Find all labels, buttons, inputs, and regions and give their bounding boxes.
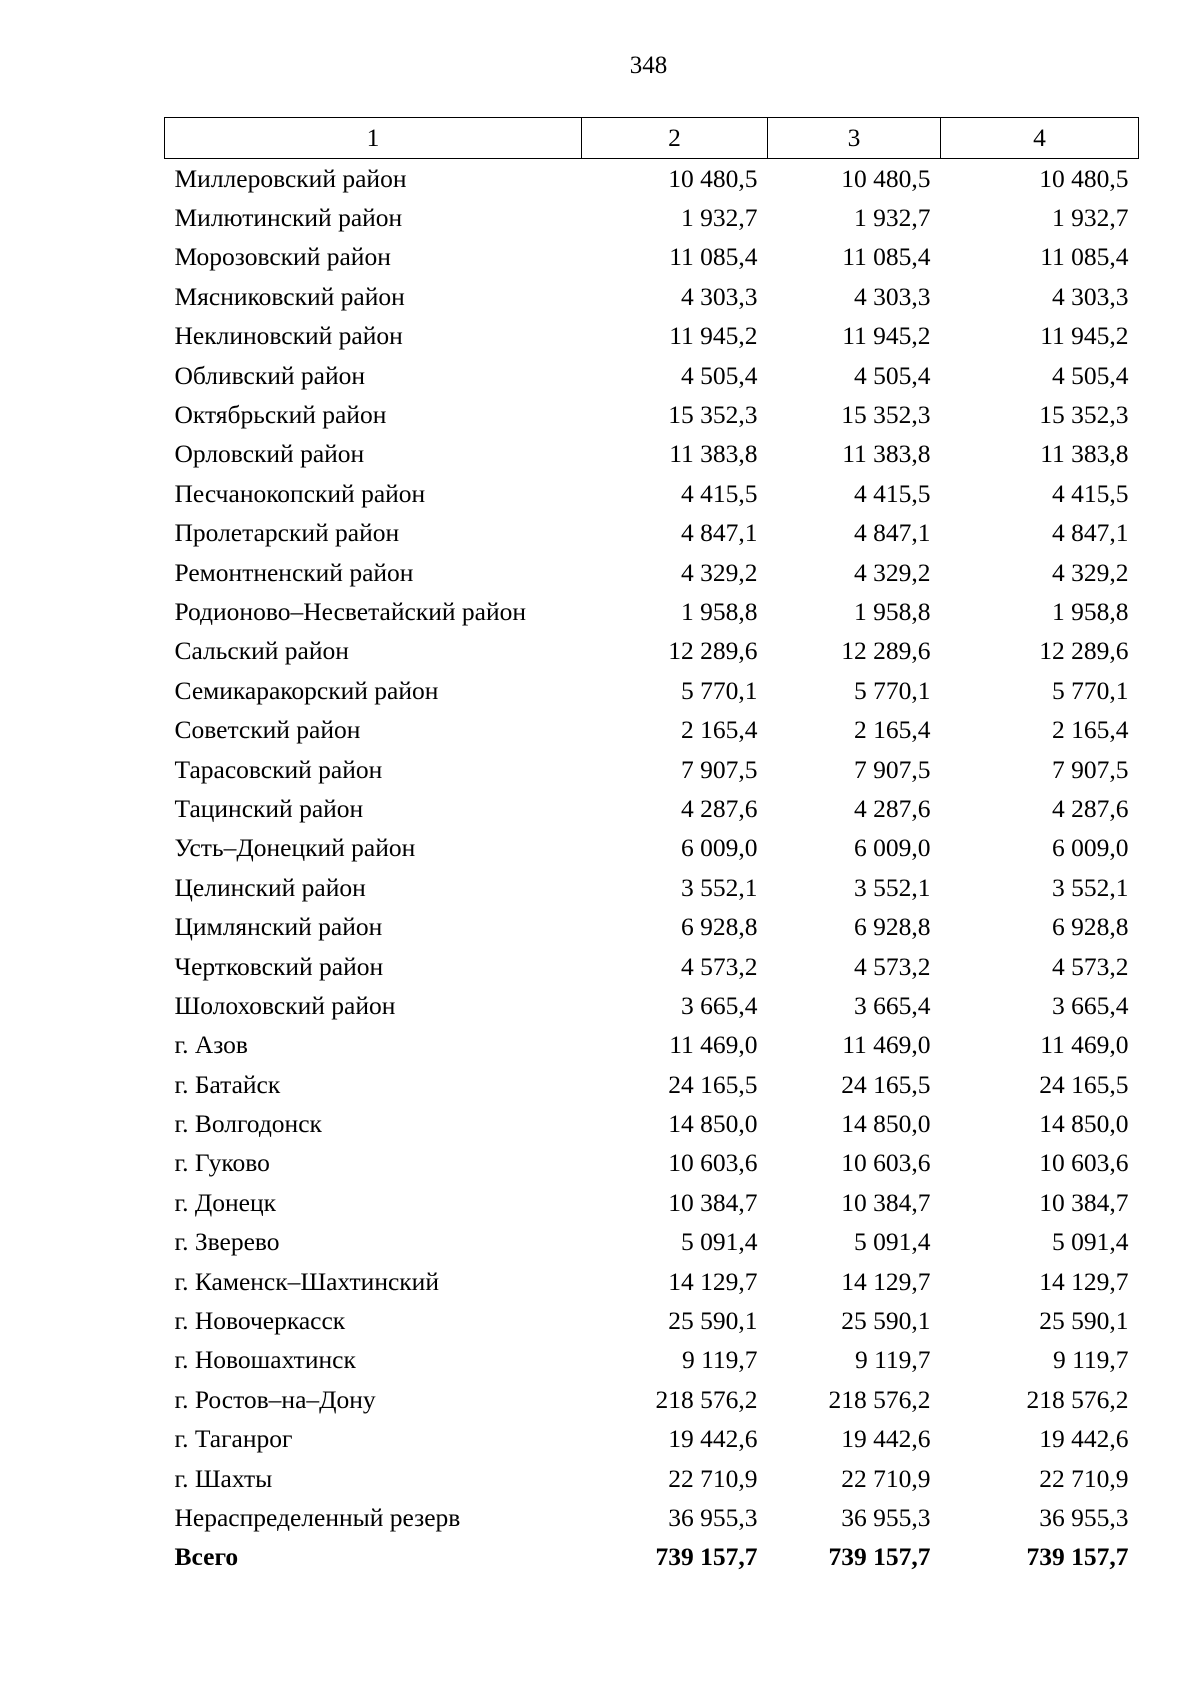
row-label: Мясниковский район xyxy=(174,281,405,311)
table-row xyxy=(165,317,1139,356)
value-col-4: 36 955,3 xyxy=(1039,1502,1129,1532)
value-col-4: 4 303,3 xyxy=(1052,281,1129,311)
value-col-4: 25 590,1 xyxy=(1039,1306,1129,1336)
table-row xyxy=(165,947,1139,986)
row-label: г. Азов xyxy=(174,1030,248,1060)
value-col-3: 4 573,2 xyxy=(854,951,931,981)
table-row xyxy=(165,395,1139,434)
value-col-3: 5 091,4 xyxy=(854,1227,931,1257)
row-label: Милютинский район xyxy=(174,203,403,233)
value-col-2: 5 091,4 xyxy=(681,1227,758,1257)
value-col-2: 4 287,6 xyxy=(681,793,758,823)
value-col-2: 24 165,5 xyxy=(668,1069,758,1099)
row-label: Шолоховский район xyxy=(174,990,396,1020)
table-row xyxy=(165,1223,1139,1262)
table-row xyxy=(165,1144,1139,1183)
value-col-4: 12 289,6 xyxy=(1039,636,1129,666)
value-col-3: 4 847,1 xyxy=(854,518,931,548)
row-label: Нераспределенный резерв xyxy=(174,1502,461,1532)
table-row xyxy=(165,356,1139,395)
value-col-3: 1 932,7 xyxy=(854,203,931,233)
value-col-4: 10 384,7 xyxy=(1039,1187,1129,1217)
value-col-3: 11 383,8 xyxy=(842,439,931,469)
table-header xyxy=(165,118,1139,159)
row-label: г. Батайск xyxy=(174,1069,281,1099)
value-col-4: 11 085,4 xyxy=(1040,242,1129,272)
row-label: г. Шахты xyxy=(174,1463,273,1493)
table-row xyxy=(165,1026,1139,1065)
value-col-3: 4 505,4 xyxy=(854,360,931,390)
row-label: Ремонтненский район xyxy=(174,557,414,587)
row-label: Морозовский район xyxy=(174,242,391,272)
row-label: Миллеровский район xyxy=(174,163,407,193)
value-col-4: 24 165,5 xyxy=(1039,1069,1129,1099)
value-col-4: 9 119,7 xyxy=(1052,1345,1129,1375)
value-col-3: 4 303,3 xyxy=(854,281,931,311)
value-col-3: 3 665,4 xyxy=(854,990,931,1020)
row-label: Орловский район xyxy=(174,439,365,469)
row-label: Тарасовский район xyxy=(174,754,383,784)
value-col-3: 11 469,0 xyxy=(842,1030,931,1060)
row-label: г. Волгодонск xyxy=(174,1109,322,1139)
value-col-3: 7 907,5 xyxy=(854,754,931,784)
value-col-2: 4 505,4 xyxy=(681,360,758,390)
row-label: г. Зверево xyxy=(174,1227,280,1257)
value-col-3: 6 928,8 xyxy=(854,912,931,942)
table-row xyxy=(165,1380,1139,1419)
row-label: Усть–Донецкий район xyxy=(174,833,416,863)
value-col-4: 5 770,1 xyxy=(1052,675,1129,705)
value-col-3: 14 850,0 xyxy=(841,1109,931,1139)
value-col-4: 14 129,7 xyxy=(1039,1266,1129,1296)
value-col-2: 15 352,3 xyxy=(668,400,758,430)
value-col-4: 218 576,2 xyxy=(1026,1384,1129,1414)
value-col-3: 5 770,1 xyxy=(854,675,931,705)
table-row xyxy=(165,277,1139,316)
value-col-2: 7 907,5 xyxy=(681,754,758,784)
row-label: г. Гуково xyxy=(174,1148,270,1178)
row-label: Неклиновский район xyxy=(174,321,403,351)
value-col-2: 11 085,4 xyxy=(669,242,758,272)
value-col-2: 739 157,7 xyxy=(655,1542,758,1572)
value-col-2: 6 009,0 xyxy=(681,833,758,863)
row-label: Октябрьский район xyxy=(174,400,387,430)
value-col-2: 25 590,1 xyxy=(668,1306,758,1336)
value-col-3: 22 710,9 xyxy=(841,1463,931,1493)
table-row xyxy=(165,553,1139,592)
row-label: Цимлянский район xyxy=(174,912,383,942)
value-col-2: 10 480,5 xyxy=(668,163,758,193)
value-col-4: 4 415,5 xyxy=(1052,478,1129,508)
value-col-4: 11 945,2 xyxy=(1040,321,1129,351)
row-label: Обливский район xyxy=(174,360,366,390)
value-col-3: 12 289,6 xyxy=(841,636,931,666)
table-row xyxy=(165,1341,1139,1380)
table-row xyxy=(165,671,1139,710)
value-col-2: 1 932,7 xyxy=(681,203,758,233)
row-label: Семикаракорский район xyxy=(174,675,439,705)
row-label: г. Каменск–Шахтинский xyxy=(174,1266,439,1296)
row-label: г. Новошахтинск xyxy=(174,1345,356,1375)
value-col-4: 3 665,4 xyxy=(1052,990,1129,1020)
row-label: Всего xyxy=(174,1542,239,1572)
value-col-4: 4 573,2 xyxy=(1052,951,1129,981)
value-col-3: 1 958,8 xyxy=(854,596,931,626)
table-row xyxy=(165,632,1139,671)
row-label: Целинский район xyxy=(174,872,366,902)
row-label: Советский район xyxy=(174,715,361,745)
value-col-4: 4 505,4 xyxy=(1052,360,1129,390)
value-col-2: 1 958,8 xyxy=(681,596,758,626)
row-label: Родионово–Несветайский район xyxy=(174,596,526,626)
value-col-3: 4 415,5 xyxy=(854,478,931,508)
table-row xyxy=(165,1065,1139,1104)
value-col-4: 7 907,5 xyxy=(1052,754,1129,784)
value-col-4: 3 552,1 xyxy=(1052,872,1129,902)
value-col-4: 5 091,4 xyxy=(1052,1227,1129,1257)
table-row xyxy=(165,514,1139,553)
value-col-4: 1 958,8 xyxy=(1052,596,1129,626)
value-col-2: 2 165,4 xyxy=(681,715,758,745)
value-col-2: 3 552,1 xyxy=(681,872,758,902)
value-col-2: 36 955,3 xyxy=(668,1502,758,1532)
value-col-2: 4 303,3 xyxy=(681,281,758,311)
value-col-4: 22 710,9 xyxy=(1039,1463,1129,1493)
value-col-3: 25 590,1 xyxy=(841,1306,931,1336)
value-col-3: 10 480,5 xyxy=(841,163,931,193)
table-row xyxy=(165,868,1139,907)
table-row xyxy=(165,789,1139,828)
value-col-2: 6 928,8 xyxy=(681,912,758,942)
header-col-3: 3 xyxy=(768,118,941,159)
value-col-3: 19 442,6 xyxy=(841,1424,931,1454)
row-label: г. Ростов–на–Дону xyxy=(174,1384,376,1414)
value-col-3: 739 157,7 xyxy=(828,1542,931,1572)
value-col-4: 739 157,7 xyxy=(1026,1542,1129,1572)
value-col-4: 6 928,8 xyxy=(1052,912,1129,942)
value-col-4: 2 165,4 xyxy=(1052,715,1129,745)
value-col-2: 11 945,2 xyxy=(669,321,758,351)
value-col-4: 4 329,2 xyxy=(1052,557,1129,587)
row-label: Песчанокопский район xyxy=(174,478,426,508)
value-col-2: 4 415,5 xyxy=(681,478,758,508)
value-col-2: 10 603,6 xyxy=(668,1148,758,1178)
table-row xyxy=(165,1183,1139,1222)
value-col-2: 9 119,7 xyxy=(681,1345,758,1375)
value-col-3: 11 945,2 xyxy=(842,321,931,351)
value-col-3: 9 119,7 xyxy=(854,1345,931,1375)
value-col-3: 4 329,2 xyxy=(854,557,931,587)
value-col-4: 11 383,8 xyxy=(1040,439,1129,469)
page-number: 348 xyxy=(629,52,668,79)
row-label: г. Таганрог xyxy=(174,1424,293,1454)
table-row xyxy=(165,1262,1139,1301)
table-row xyxy=(165,1498,1139,1537)
table-row xyxy=(165,907,1139,946)
value-col-2: 5 770,1 xyxy=(681,675,758,705)
table-row xyxy=(165,829,1139,868)
value-col-2: 3 665,4 xyxy=(681,990,758,1020)
table-row xyxy=(165,1420,1139,1459)
table-row xyxy=(165,986,1139,1025)
row-label: Сальский район xyxy=(174,636,349,666)
value-col-3: 6 009,0 xyxy=(854,833,931,863)
value-col-2: 10 384,7 xyxy=(668,1187,758,1217)
value-col-3: 15 352,3 xyxy=(841,400,931,430)
table-row xyxy=(165,592,1139,631)
value-col-2: 4 329,2 xyxy=(681,557,758,587)
table-row xyxy=(165,750,1139,789)
table-row xyxy=(165,435,1139,474)
header-col-1: 1 xyxy=(165,118,582,159)
table-row xyxy=(165,1301,1139,1340)
value-col-3: 3 552,1 xyxy=(854,872,931,902)
table-row xyxy=(165,474,1139,513)
value-col-3: 2 165,4 xyxy=(854,715,931,745)
value-col-3: 10 384,7 xyxy=(841,1187,931,1217)
value-col-4: 10 480,5 xyxy=(1039,163,1129,193)
header-row xyxy=(165,118,1139,159)
table-row xyxy=(165,238,1139,277)
value-col-3: 14 129,7 xyxy=(841,1266,931,1296)
value-col-3: 36 955,3 xyxy=(841,1502,931,1532)
table-row xyxy=(165,710,1139,749)
table-row xyxy=(165,1104,1139,1143)
value-col-4: 15 352,3 xyxy=(1039,400,1129,430)
value-col-3: 11 085,4 xyxy=(842,242,931,272)
value-col-3: 24 165,5 xyxy=(841,1069,931,1099)
value-col-4: 4 287,6 xyxy=(1052,793,1129,823)
table-body xyxy=(165,159,1139,1578)
value-col-4: 14 850,0 xyxy=(1039,1109,1129,1139)
total-row xyxy=(165,1538,1139,1577)
row-label: Пролетарский район xyxy=(174,518,400,548)
value-col-2: 11 383,8 xyxy=(669,439,758,469)
value-col-4: 1 932,7 xyxy=(1052,203,1129,233)
table-row xyxy=(165,198,1139,237)
value-col-2: 14 850,0 xyxy=(668,1109,758,1139)
value-col-2: 11 469,0 xyxy=(669,1030,758,1060)
header-col-4: 4 xyxy=(941,118,1139,159)
budget-table xyxy=(164,117,1139,1577)
header-col-2: 2 xyxy=(582,118,768,159)
value-col-2: 22 710,9 xyxy=(668,1463,758,1493)
value-col-4: 6 009,0 xyxy=(1052,833,1129,863)
value-col-2: 4 847,1 xyxy=(681,518,758,548)
value-col-2: 12 289,6 xyxy=(668,636,758,666)
value-col-2: 19 442,6 xyxy=(668,1424,758,1454)
value-col-2: 4 573,2 xyxy=(681,951,758,981)
row-label: Чертковский район xyxy=(174,951,384,981)
row-label: г. Новочеркасск xyxy=(174,1306,346,1336)
value-col-4: 10 603,6 xyxy=(1039,1148,1129,1178)
value-col-4: 4 847,1 xyxy=(1052,518,1129,548)
table-row xyxy=(165,1459,1139,1498)
row-label: Тацинский район xyxy=(174,793,364,823)
table-row xyxy=(165,159,1139,199)
value-col-3: 4 287,6 xyxy=(854,793,931,823)
row-label: г. Донецк xyxy=(174,1187,276,1217)
value-col-3: 218 576,2 xyxy=(828,1384,931,1414)
value-col-2: 14 129,7 xyxy=(668,1266,758,1296)
value-col-2: 218 576,2 xyxy=(655,1384,758,1414)
value-col-4: 19 442,6 xyxy=(1039,1424,1129,1454)
value-col-4: 11 469,0 xyxy=(1040,1030,1129,1060)
value-col-3: 10 603,6 xyxy=(841,1148,931,1178)
